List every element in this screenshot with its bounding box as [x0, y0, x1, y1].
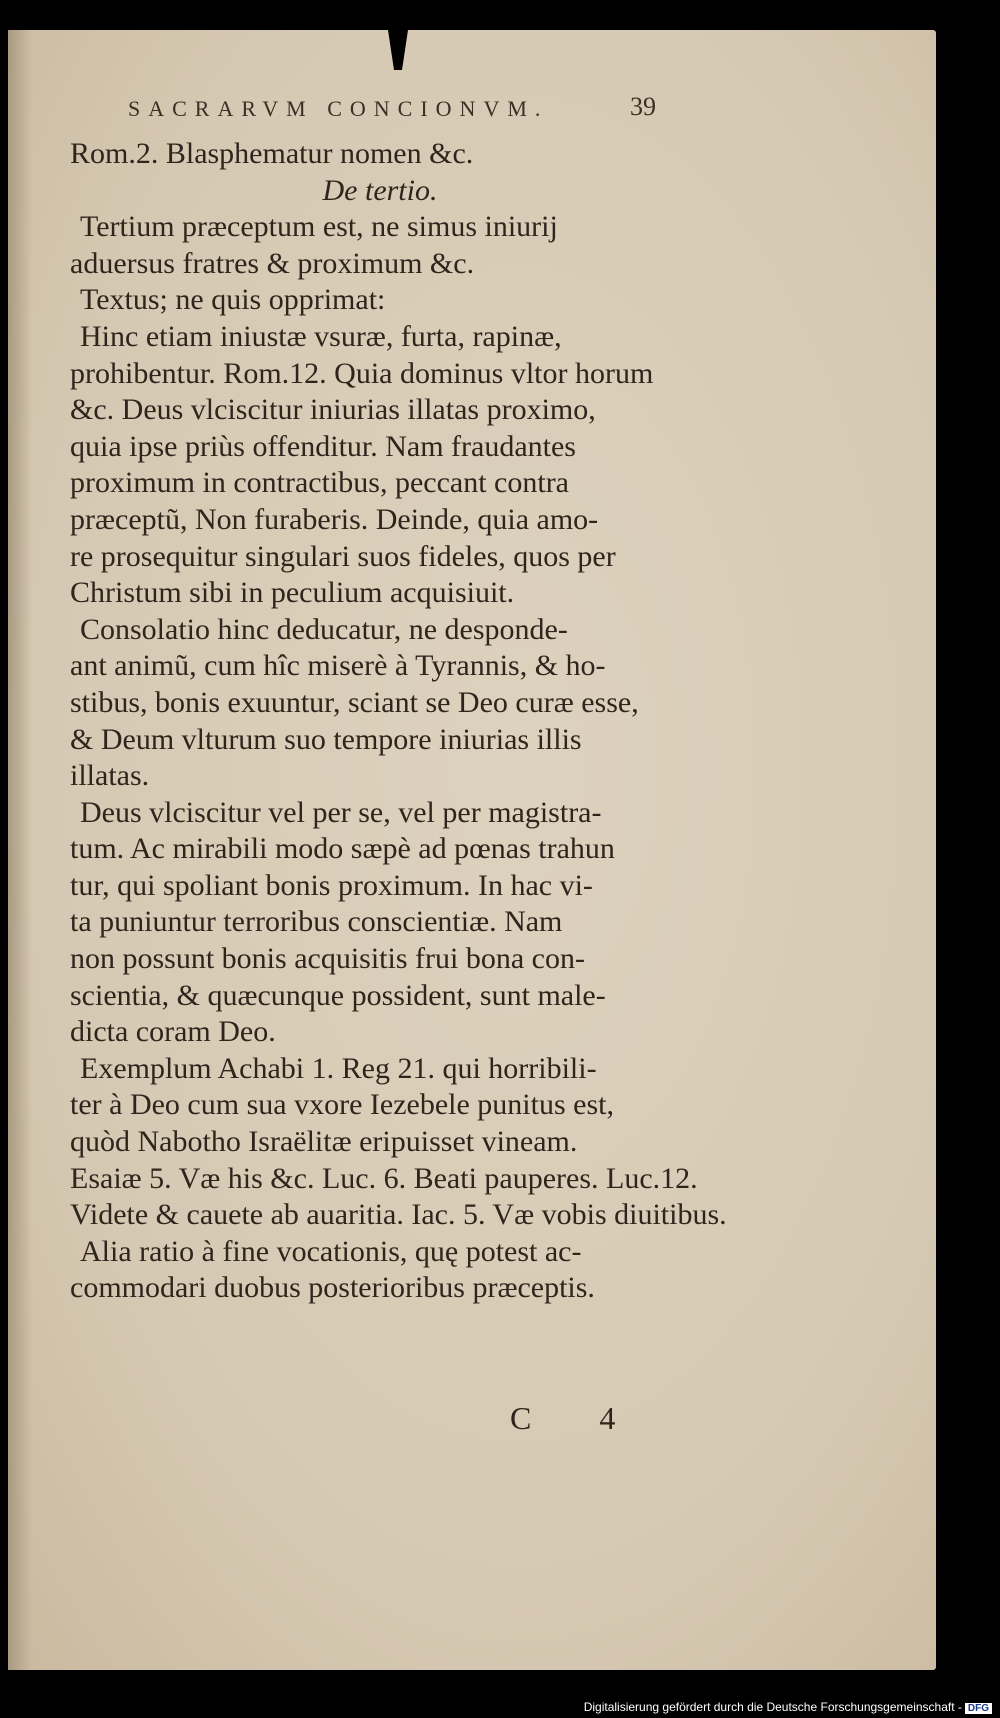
- text-line: illatas.: [70, 759, 150, 793]
- text-line: Esaiæ 5. Væ his &c. Luc. 6. Beati pauperes. Luc.12.: [70, 1161, 698, 1195]
- text-line: Rom.2. Blasphematur nomen &c.: [70, 137, 474, 170]
- text-line: tur, qui spoliant bonis proximum. In hac vi-: [70, 868, 593, 902]
- signature-mark: C 4: [510, 1400, 646, 1436]
- text-line: prohibentur. Rom.12. Quia dominus vltor horum: [70, 356, 654, 390]
- text-line: re prosequitur singulari suos fideles, quos per: [70, 539, 616, 573]
- text-line: De tertio.: [322, 173, 438, 207]
- text-line: ta puniuntur terroribus conscientiæ. Nam: [70, 905, 563, 939]
- text-line: non possunt bonis acquisitis frui bona con-: [70, 942, 585, 976]
- text-line: & Deum vlturum suo tempore iniurias illis: [70, 722, 582, 756]
- footer-text: Digitalisierung gefördert durch die Deutsche Forschungsgemeinschaft -: [583, 1700, 962, 1714]
- text-line: Christum sibi in peculium acquisiuit.: [70, 576, 515, 610]
- text-line: commodari duobus posterioribus præceptis.: [70, 1271, 595, 1305]
- text-line: proximum in contractibus, peccant contra: [70, 466, 569, 500]
- body-text: [70, 136, 727, 1307]
- text-line: stibus, bonis exuuntur, sciant se Deo curæ esse,: [70, 685, 639, 719]
- text-line: Tertium præceptum est, ne simus iniurij: [80, 210, 558, 244]
- text-line: Alia ratio à fine vocationis, quę potest ac-: [80, 1234, 582, 1268]
- text-line: scientia, & quæcunque possident, sunt male-: [70, 978, 606, 1012]
- text-line: &c. Deus vlciscitur iniurias illatas proximo,: [70, 393, 596, 427]
- running-head: SACRARVM CONCIONVM.: [128, 96, 549, 121]
- page-number: 39: [630, 92, 656, 121]
- text-line: dicta coram Deo.: [70, 1015, 276, 1049]
- text-line: Deus vlciscitur vel per se, vel per magistra-: [80, 795, 602, 829]
- text-line: Hinc etiam iniustæ vsuræ, furta, rapinæ,: [80, 319, 562, 353]
- text-line: quòd Nabotho Israëlitæ eripuisset vineam.: [70, 1125, 578, 1159]
- text-line: aduersus fratres & proximum &c.: [70, 246, 475, 280]
- text-line: Videte & cauete ab auaritia. Iac. 5. Væ vobis diuitibus.: [70, 1198, 727, 1232]
- text-line: quia ipse priùs offenditur. Nam fraudantes: [70, 429, 576, 463]
- text-line: Textus; ne quis opprimat:: [80, 283, 386, 317]
- spine-shadow: [8, 30, 32, 1670]
- text-line: præceptũ, Non furaberis. Deinde, quia amo-: [70, 502, 599, 536]
- text-line: Consolatio hinc deducatur, ne desponde-: [80, 612, 568, 646]
- text-line: Exemplum Achabi 1. Reg 21. qui horribili-: [80, 1051, 597, 1085]
- text-line: ant animũ, cum hîc miserè à Tyrannis, & ho-: [70, 649, 606, 683]
- dfg-logo: DFG: [965, 1703, 992, 1714]
- text-line: tum. Ac mirabili modo sæpè ad pœnas trahun: [70, 832, 615, 866]
- text-line: ter à Deo cum sua vxore Iezebele punitus est,: [70, 1088, 614, 1122]
- funding-footer: [584, 1700, 992, 1714]
